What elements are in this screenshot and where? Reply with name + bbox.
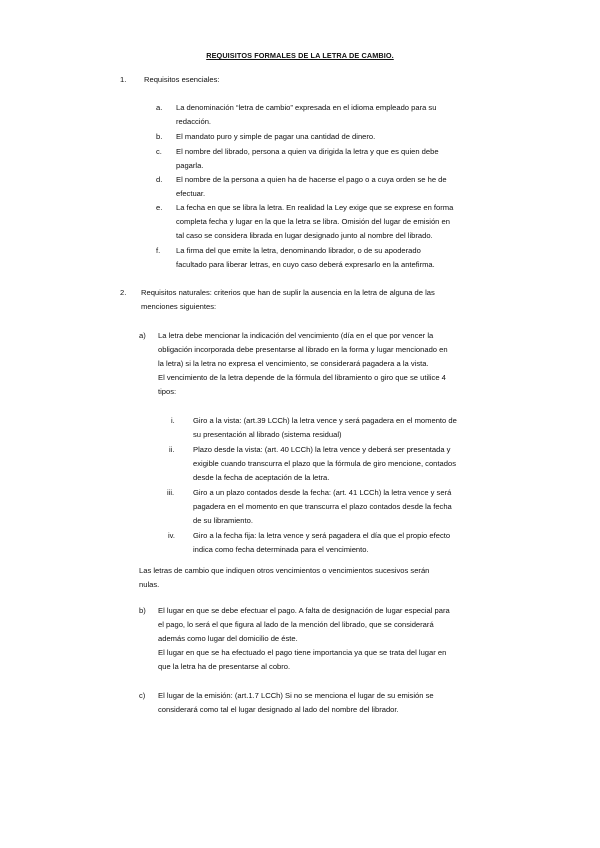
item-b-label: b.	[156, 132, 163, 141]
nullity-note	[139, 564, 429, 592]
text-line: El mandato puro y simple de pagar una cantidad de dinero.	[176, 132, 376, 141]
subsection-b-text	[158, 604, 450, 674]
text-line: redacción.	[176, 117, 212, 126]
text-line: El lugar en que se debe efectuar el pago. A falta de designación de lugar especial para	[158, 606, 450, 615]
text-line: La denominación “letra de cambio” expresada en el idioma empleado para su	[176, 103, 437, 112]
text-line: El nombre de la persona a quien ha de hacerse el pago o a cuya orden se he de	[176, 175, 447, 184]
section-1-heading: Requisitos esenciales:	[144, 75, 220, 84]
text-line: desde la fecha de aceptación de la letra.	[193, 473, 330, 482]
text-line: indica como fecha determinada para el vencimiento.	[193, 545, 369, 554]
text-line: Giro a la vista: (art.39 LCCh) la letra vence y será pagadera en el momento de	[193, 416, 457, 425]
section-2-number: 2.	[120, 288, 127, 297]
text-line: que la letra ha de presentarse al cobro.	[158, 662, 291, 671]
item-a-label: a.	[156, 103, 163, 112]
text-line: además como lugar del domicilio de éste.	[158, 634, 298, 643]
section-2-heading	[141, 286, 435, 314]
text-line: El lugar en que se ha efectuado el pago tiene importancia ya que se trata del lugar en	[158, 648, 447, 657]
subsection-b-label: b)	[139, 606, 146, 615]
text-line: facultado para liberar letras, en cuyo caso deberá expresarlo en la antefirma.	[176, 260, 435, 269]
sub-i-text	[193, 414, 457, 442]
item-f-text	[176, 244, 435, 272]
sub-iv-label: iv.	[168, 531, 176, 540]
text-line: pagadera en el momento en que transcurra el plazo contados desde la fecha	[193, 502, 452, 511]
item-c-label: c.	[156, 147, 162, 156]
text-line: el pago, lo será el que figura al lado de la mención del librado, que se considerará	[158, 620, 434, 629]
text-line: la letra) si la letra no expresa el vencimiento, se considerará pagadera a la vista.	[158, 359, 429, 368]
subsection-a-text	[158, 329, 448, 399]
item-e-text	[176, 201, 453, 243]
text-line: de su libramiento.	[193, 516, 253, 525]
subsection-a-label: a)	[139, 331, 146, 340]
text-line: tipos:	[158, 387, 177, 396]
text-line: menciones siguientes:	[141, 302, 217, 311]
sub-iii-text	[193, 486, 452, 528]
text-line: nulas.	[139, 580, 160, 589]
text-line: El nombre del librado, persona a quien va dirigida la letra y que es quien debe	[176, 147, 439, 156]
text-line: pagarla.	[176, 161, 204, 170]
subsection-c-text	[158, 689, 434, 717]
item-a-text	[176, 101, 436, 129]
item-e-label: e.	[156, 203, 163, 212]
text-line: Requisitos naturales: criterios que han de suplir la ausencia en la letra de alguna de las	[141, 288, 435, 297]
item-c-text	[176, 145, 439, 173]
text-line: efectuar.	[176, 189, 206, 198]
text-line: Plazo desde la vista: (art. 40 LCCh) la letra vence y deberá ser presentada y	[193, 445, 451, 454]
text-line: exigible cuando transcurra el plazo que la fórmula de giro mencione, contados	[193, 459, 456, 468]
text-line: Giro a un plazo contados desde la fecha: (art. 41 LCCh) la letra vence y será	[193, 488, 452, 497]
text-line: considerará como tal el lugar designado al lado del nombre del librador.	[158, 705, 399, 714]
sub-iv-text	[193, 529, 450, 557]
text-line: completa fecha y lugar en la que la letra se libra. Omisión del lugar de emisión en	[176, 217, 450, 226]
text-line: tal caso se considera librada en lugar designado junto al nombre del librado.	[176, 231, 433, 240]
sub-i-label: i.	[171, 416, 175, 425]
text-line: El lugar de la emisión: (art.1.7 LCCh) Si no se menciona el lugar de su emisión se	[158, 691, 434, 700]
item-d-label: d.	[156, 175, 163, 184]
subsection-c-label: c)	[139, 691, 146, 700]
text-line: Las letras de cambio que indiquen otros vencimientos o vencimientos sucesivos serán	[139, 566, 430, 575]
text-line: Giro a la fecha fija: la letra vence y será pagadera el día que el propio efecto	[193, 531, 451, 540]
sub-ii-label: ii.	[169, 445, 175, 454]
section-1-number: 1.	[120, 75, 127, 84]
item-d-text	[176, 173, 447, 201]
text-line: La letra debe mencionar la indicación del vencimiento (día en el que por vencer la	[158, 331, 434, 340]
text-line: El vencimiento de la letra depende de la fórmula del libramiento o giro que se utilice 4	[158, 373, 446, 382]
text-line: La firma del que emite la letra, denominando librador, o de su apoderado	[176, 246, 421, 255]
text-line: La fecha en que se libra la letra. En realidad la Ley exige que se exprese en forma	[176, 203, 454, 212]
sub-ii-text	[193, 443, 456, 485]
text-line: su presentación al librado (sistema residual)	[193, 430, 342, 439]
document-title: REQUISITOS FORMALES DE LA LETRA DE CAMBIO.	[206, 51, 394, 60]
item-f-label: f.	[156, 246, 161, 255]
sub-iii-label: iii.	[167, 488, 175, 497]
item-b-text	[176, 130, 375, 144]
text-line: obligación incorporada debe presentarse al librado en la forma y lugar mencionado en	[158, 345, 448, 354]
